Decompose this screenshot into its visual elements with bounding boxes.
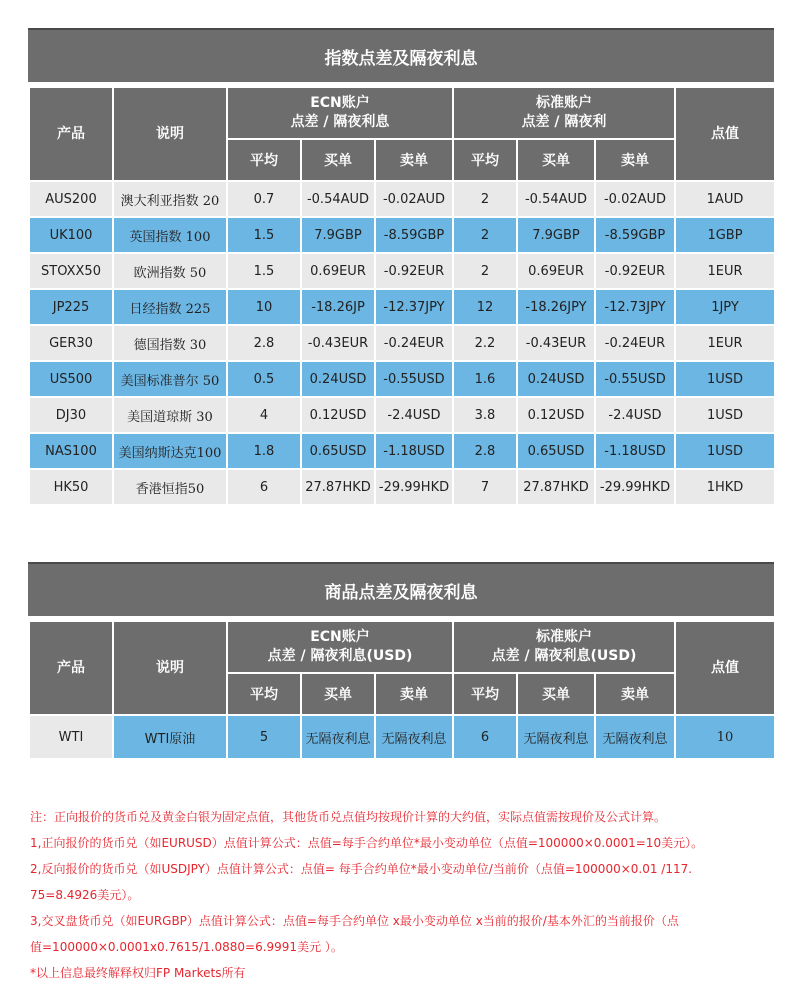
cell-ecn-sell: -0.02AUD — [375, 181, 453, 217]
header-std-buy: 买单 — [517, 673, 595, 715]
header-ecn-sell: 卖单 — [375, 139, 453, 181]
cell-product: AUS200 — [29, 181, 113, 217]
cell-ecn-sell: -12.37JPY — [375, 289, 453, 325]
cell-ecn-buy: 0.69EUR — [301, 253, 375, 289]
header-standard-account — [453, 621, 675, 673]
cell-description: 英国指数 100 — [113, 217, 227, 253]
cell-std-sell: -12.73JPY — [595, 289, 675, 325]
cell-ecn-avg: 1.8 — [227, 433, 301, 469]
cell-std-sell: 无隔夜利息 — [595, 715, 675, 759]
cell-ecn-avg: 1.5 — [227, 217, 301, 253]
header-product: 产品 — [29, 621, 113, 715]
cell-pip-value: 1JPY — [675, 289, 775, 325]
cell-std-avg: 2 — [453, 217, 517, 253]
cell-std-avg: 3.8 — [453, 397, 517, 433]
header-ecn-avg: 平均 — [227, 673, 301, 715]
cell-ecn-avg: 6 — [227, 469, 301, 505]
cell-description: 美国标准普尔 50 — [113, 361, 227, 397]
cell-product: JP225 — [29, 289, 113, 325]
header-ecn-account — [227, 87, 453, 139]
cell-product: DJ30 — [29, 397, 113, 433]
cell-ecn-sell: -0.92EUR — [375, 253, 453, 289]
header-product: 产品 — [29, 87, 113, 181]
note-line: *以上信息最终解释权归FP Markets所有 — [30, 966, 246, 980]
header-std-sell: 卖单 — [595, 673, 675, 715]
cell-std-sell: -2.4USD — [595, 397, 675, 433]
cell-pip-value: 1USD — [675, 361, 775, 397]
table-row — [29, 325, 775, 361]
header-pip-value: 点值 — [675, 621, 775, 715]
cell-product: UK100 — [29, 217, 113, 253]
cell-product: WTI — [29, 715, 113, 759]
cell-ecn-avg: 0.7 — [227, 181, 301, 217]
cell-std-sell: -29.99HKD — [595, 469, 675, 505]
cell-description: 香港恒指50 — [113, 469, 227, 505]
cell-pip-value: 1USD — [675, 433, 775, 469]
cell-ecn-buy: -0.43EUR — [301, 325, 375, 361]
table-row — [29, 181, 775, 217]
table-row — [29, 469, 775, 505]
cell-product: HK50 — [29, 469, 113, 505]
header-ecn-buy: 买单 — [301, 139, 375, 181]
cell-std-sell: -0.24EUR — [595, 325, 675, 361]
note-line: 75=8.4926美元）。 — [30, 888, 140, 902]
header-description: 说明 — [113, 87, 227, 181]
header-ecn-line2: 点差 / 隔夜利息 — [290, 114, 390, 130]
cell-pip-value: 10 — [675, 715, 775, 759]
commodity-table-title: 商品点差及隔夜利息 — [28, 562, 774, 616]
cell-ecn-buy: -18.26JP — [301, 289, 375, 325]
cell-ecn-sell: -2.4USD — [375, 397, 453, 433]
header-ecn-sell: 卖单 — [375, 673, 453, 715]
table-row — [29, 433, 775, 469]
cell-std-avg: 6 — [453, 715, 517, 759]
cell-std-avg: 12 — [453, 289, 517, 325]
header-std-avg: 平均 — [453, 673, 517, 715]
cell-ecn-buy: 0.24USD — [301, 361, 375, 397]
cell-std-buy: 7.9GBP — [517, 217, 595, 253]
footnotes — [30, 804, 780, 986]
table-row — [29, 397, 775, 433]
header-ecn-line1: ECN账户 — [310, 95, 370, 111]
cell-description: 德国指数 30 — [113, 325, 227, 361]
table-row — [29, 715, 775, 759]
cell-ecn-buy: 27.87HKD — [301, 469, 375, 505]
cell-std-sell: -1.18USD — [595, 433, 675, 469]
table-row — [29, 253, 775, 289]
cell-ecn-avg: 10 — [227, 289, 301, 325]
header-std-line1: 标准账户 — [536, 629, 593, 645]
cell-ecn-sell: -29.99HKD — [375, 469, 453, 505]
cell-description: 美国道琼斯 30 — [113, 397, 227, 433]
cell-description: WTI原油 — [113, 715, 227, 759]
cell-std-sell: -0.02AUD — [595, 181, 675, 217]
cell-std-buy: 0.12USD — [517, 397, 595, 433]
cell-ecn-avg: 5 — [227, 715, 301, 759]
header-std-sell: 卖单 — [595, 139, 675, 181]
cell-pip-value: 1EUR — [675, 325, 775, 361]
header-ecn-avg: 平均 — [227, 139, 301, 181]
cell-ecn-sell: -0.24EUR — [375, 325, 453, 361]
cell-product: GER30 — [29, 325, 113, 361]
cell-pip-value: 1USD — [675, 397, 775, 433]
cell-std-buy: 0.69EUR — [517, 253, 595, 289]
header-ecn-line2: 点差 / 隔夜利息(USD) — [267, 648, 413, 664]
cell-ecn-avg: 2.8 — [227, 325, 301, 361]
cell-std-sell: -8.59GBP — [595, 217, 675, 253]
header-ecn-line1: ECN账户 — [310, 629, 370, 645]
header-std-buy: 买单 — [517, 139, 595, 181]
header-description: 说明 — [113, 621, 227, 715]
cell-pip-value: 1GBP — [675, 217, 775, 253]
cell-std-sell: -0.55USD — [595, 361, 675, 397]
cell-description: 欧洲指数 50 — [113, 253, 227, 289]
note-line: 1,正向报价的货币兑（如EURUSD）点值计算公式：点值=每手合约单位*最小变动单位（点值=100000×0.0001=10美元）。 — [30, 836, 704, 850]
cell-std-avg: 1.6 — [453, 361, 517, 397]
cell-std-buy: -18.26JPY — [517, 289, 595, 325]
note-line: 值=100000×0.0001x0.7615/1.0880=6.9991美元 ）。 — [30, 940, 343, 954]
header-std-avg: 平均 — [453, 139, 517, 181]
note-line: 注：正向报价的货币兑及黄金白银为固定点值，其他货币兑点值均按现价计算的大约值，实际点值需按现价及公式计算。 — [30, 810, 667, 824]
cell-std-avg: 2 — [453, 181, 517, 217]
cell-std-buy: -0.54AUD — [517, 181, 595, 217]
cell-std-sell: -0.92EUR — [595, 253, 675, 289]
cell-ecn-sell: -1.18USD — [375, 433, 453, 469]
cell-ecn-sell: -0.55USD — [375, 361, 453, 397]
cell-ecn-buy: 7.9GBP — [301, 217, 375, 253]
cell-ecn-sell: 无隔夜利息 — [375, 715, 453, 759]
cell-product: US500 — [29, 361, 113, 397]
cell-ecn-buy: 0.65USD — [301, 433, 375, 469]
header-std-line2: 点差 / 隔夜利息(USD) — [491, 648, 637, 664]
cell-ecn-buy: -0.54AUD — [301, 181, 375, 217]
cell-pip-value: 1HKD — [675, 469, 775, 505]
header-std-line1: 标准账户 — [536, 95, 592, 111]
cell-ecn-sell: -8.59GBP — [375, 217, 453, 253]
cell-std-buy: 无隔夜利息 — [517, 715, 595, 759]
cell-product: NAS100 — [29, 433, 113, 469]
index-table-title: 指数点差及隔夜利息 — [28, 28, 774, 82]
cell-description: 澳大利亚指数 20 — [113, 181, 227, 217]
cell-ecn-buy: 无隔夜利息 — [301, 715, 375, 759]
index-spread-panel — [28, 28, 774, 506]
table-row — [29, 289, 775, 325]
note-line: 3,交叉盘货币兑（如EURGBP）点值计算公式：点值=每手合约单位 x最小变动单位 x当前的报价/基本外汇的当前报价（点 — [30, 914, 679, 928]
header-ecn-account — [227, 621, 453, 673]
cell-description: 美国纳斯达克100 — [113, 433, 227, 469]
cell-std-avg: 2.2 — [453, 325, 517, 361]
cell-ecn-avg: 0.5 — [227, 361, 301, 397]
header-std-line2: 点差 / 隔夜利 — [521, 114, 607, 130]
cell-product: STOXX50 — [29, 253, 113, 289]
index-spread-table — [28, 86, 776, 506]
cell-description: 日经指数 225 — [113, 289, 227, 325]
cell-std-avg: 2 — [453, 253, 517, 289]
table-row — [29, 361, 775, 397]
header-ecn-buy: 买单 — [301, 673, 375, 715]
note-line: 2,反向报价的货币兑（如USDJPY）点值计算公式：点值= 每手合约单位*最小变动单位/当前价（点值=100000×0.01 /117. — [30, 862, 693, 876]
cell-ecn-buy: 0.12USD — [301, 397, 375, 433]
cell-pip-value: 1AUD — [675, 181, 775, 217]
cell-std-buy: -0.43EUR — [517, 325, 595, 361]
cell-ecn-avg: 4 — [227, 397, 301, 433]
cell-ecn-avg: 1.5 — [227, 253, 301, 289]
cell-pip-value: 1EUR — [675, 253, 775, 289]
cell-std-buy: 0.24USD — [517, 361, 595, 397]
commodity-spread-table — [28, 620, 776, 760]
cell-std-buy: 0.65USD — [517, 433, 595, 469]
cell-std-avg: 2.8 — [453, 433, 517, 469]
cell-std-buy: 27.87HKD — [517, 469, 595, 505]
table-row — [29, 217, 775, 253]
header-standard-account — [453, 87, 675, 139]
header-pip-value: 点值 — [675, 87, 775, 181]
cell-std-avg: 7 — [453, 469, 517, 505]
commodity-spread-panel — [28, 562, 774, 760]
